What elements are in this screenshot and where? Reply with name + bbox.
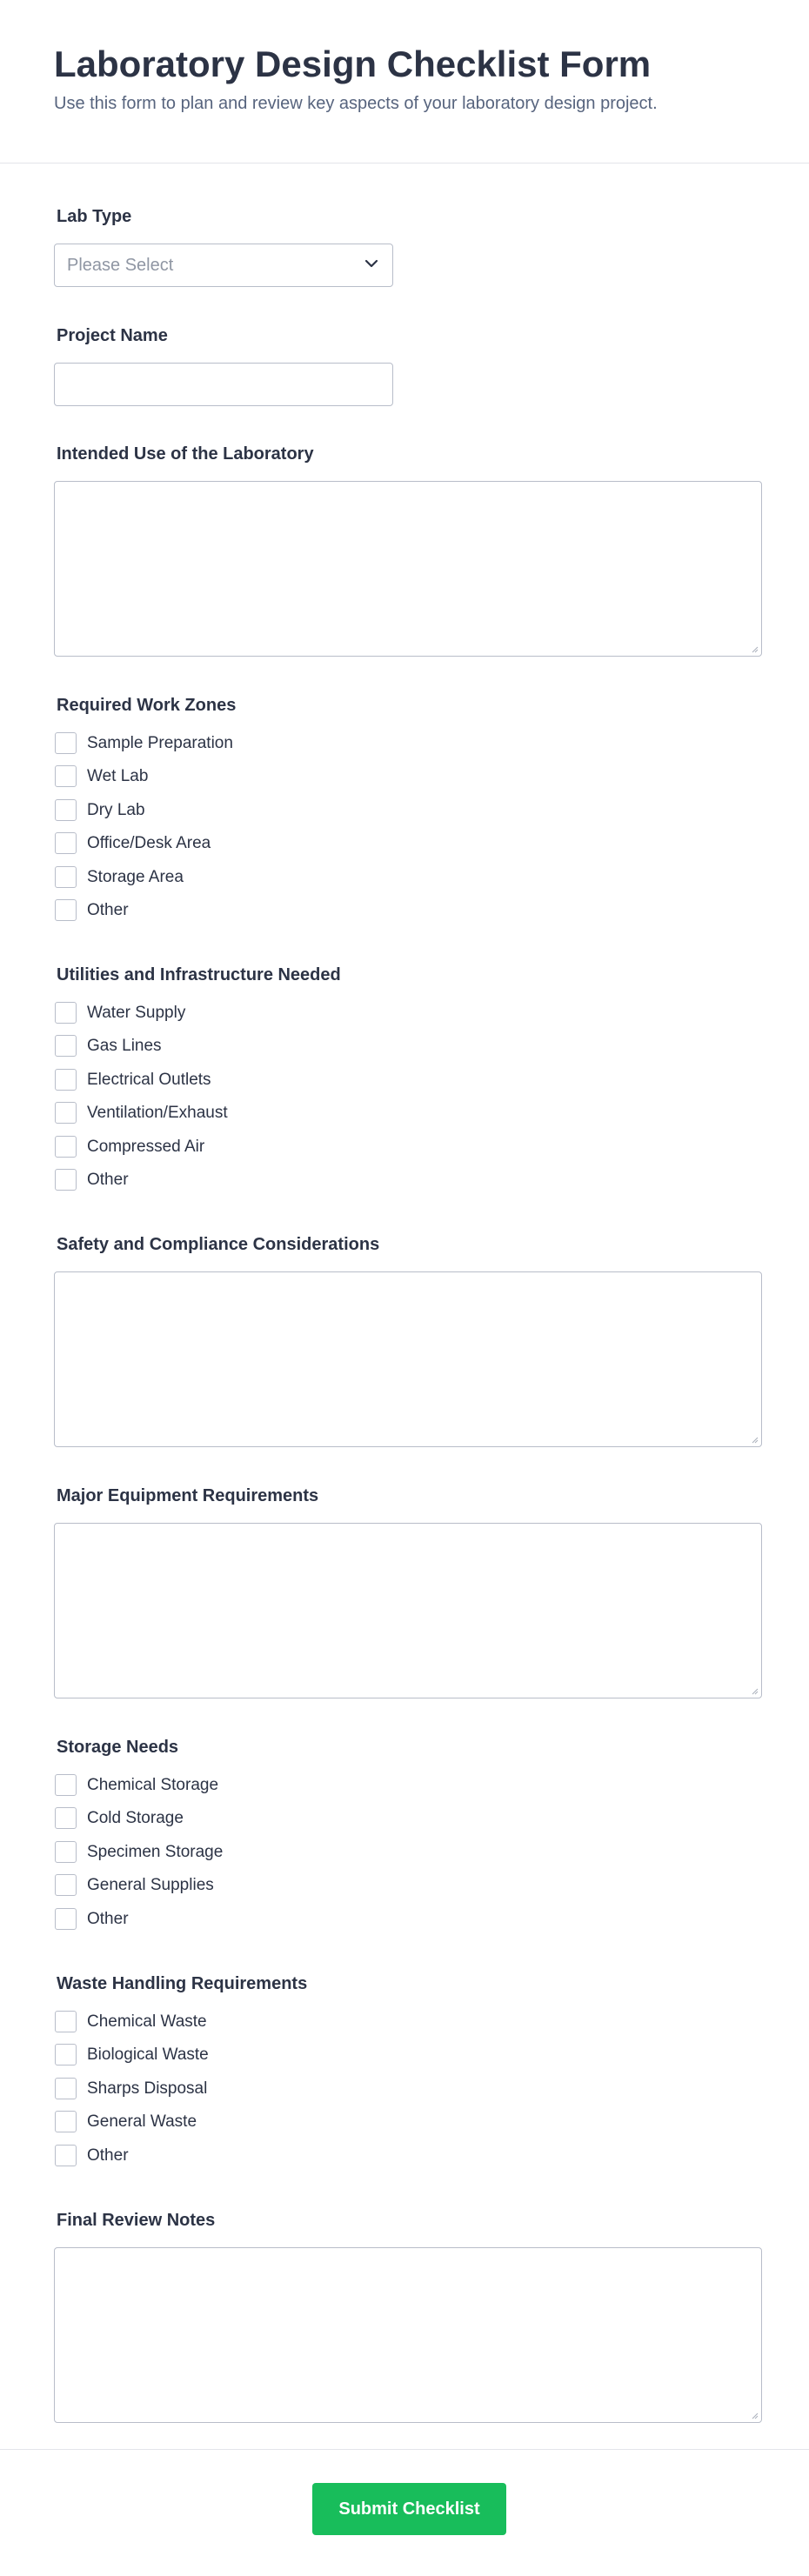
safety-textarea[interactable]	[54, 1271, 762, 1447]
resize-grip-icon[interactable]	[750, 1435, 759, 1444]
checkbox[interactable]	[55, 1908, 77, 1930]
checkbox[interactable]	[55, 2011, 77, 2032]
checkbox[interactable]	[55, 799, 77, 821]
submit-button[interactable]: Submit Checklist	[312, 2483, 506, 2535]
waste-label: Waste Handling Requirements	[57, 1974, 308, 1993]
intended-use-textarea[interactable]	[54, 481, 762, 657]
form-title: Laboratory Design Checklist Form	[54, 43, 652, 84]
lab-type-label: Lab Type	[57, 207, 132, 226]
lab-type-select[interactable]	[54, 244, 393, 287]
option-label: General Supplies	[87, 1876, 214, 1894]
option-label: Water Supply	[87, 1004, 186, 1022]
resize-grip-icon[interactable]	[750, 1686, 759, 1695]
resize-grip-icon[interactable]	[750, 2411, 759, 2419]
intended-use-label: Intended Use of the Laboratory	[57, 444, 314, 464]
option-label: Sample Preparation	[87, 734, 233, 752]
option-label: Ventilation/Exhaust	[87, 1104, 228, 1122]
checkbox[interactable]	[55, 1102, 77, 1124]
option-label: Gas Lines	[87, 1037, 162, 1055]
form-subtitle: Use this form to plan and review key aspects of your laboratory design project.	[54, 94, 658, 113]
storage-label: Storage Needs	[57, 1738, 179, 1757]
project-name-input[interactable]	[54, 363, 393, 406]
checkbox[interactable]	[55, 832, 77, 854]
checkbox[interactable]	[55, 1774, 77, 1796]
project-name-label: Project Name	[57, 326, 168, 345]
work-zones-label: Required Work Zones	[57, 696, 237, 715]
option-label: Dry Lab	[87, 801, 145, 819]
checkbox[interactable]	[55, 899, 77, 921]
option-label: Compressed Air	[87, 1138, 205, 1156]
safety-label: Safety and Compliance Considerations	[57, 1235, 380, 1254]
option-label: Other	[87, 901, 129, 919]
checkbox[interactable]	[55, 1807, 77, 1829]
checkbox[interactable]	[55, 866, 77, 888]
checkbox[interactable]	[55, 1841, 77, 1863]
form-header	[0, 0, 809, 164]
checkbox[interactable]	[55, 1136, 77, 1158]
option-label: Biological Waste	[87, 2045, 209, 2064]
option-label: Storage Area	[87, 868, 184, 886]
option-label: Electrical Outlets	[87, 1071, 211, 1089]
checkbox[interactable]	[55, 2111, 77, 2132]
option-label: Other	[87, 1171, 129, 1189]
option-label: Other	[87, 2146, 129, 2165]
option-label: Chemical Waste	[87, 2012, 207, 2031]
checkbox[interactable]	[55, 2044, 77, 2065]
form-footer	[0, 2449, 809, 2576]
option-label: Specimen Storage	[87, 1843, 224, 1861]
equipment-label: Major Equipment Requirements	[57, 1486, 319, 1505]
option-label: Other	[87, 1910, 129, 1928]
checkbox[interactable]	[55, 732, 77, 754]
chevron-down-icon	[361, 253, 382, 274]
option-label: Chemical Storage	[87, 1776, 219, 1794]
option-label: Cold Storage	[87, 1809, 184, 1827]
final-notes-textarea[interactable]	[54, 2247, 762, 2423]
equipment-textarea[interactable]	[54, 1523, 762, 1698]
checkbox[interactable]	[55, 2145, 77, 2166]
resize-grip-icon[interactable]	[750, 644, 759, 653]
checkbox[interactable]	[55, 1002, 77, 1024]
option-label: Sharps Disposal	[87, 2079, 208, 2098]
utilities-label: Utilities and Infrastructure Needed	[57, 965, 341, 984]
option-label: Office/Desk Area	[87, 834, 211, 852]
checkbox[interactable]	[55, 2078, 77, 2099]
final-notes-label: Final Review Notes	[57, 2211, 216, 2230]
option-label: Wet Lab	[87, 767, 149, 785]
lab-type-placeholder: Please Select	[67, 256, 174, 275]
option-label: General Waste	[87, 2112, 197, 2131]
checkbox[interactable]	[55, 1874, 77, 1896]
checkbox[interactable]	[55, 765, 77, 787]
checkbox[interactable]	[55, 1069, 77, 1091]
checkbox[interactable]	[55, 1035, 77, 1057]
checkbox[interactable]	[55, 1169, 77, 1191]
